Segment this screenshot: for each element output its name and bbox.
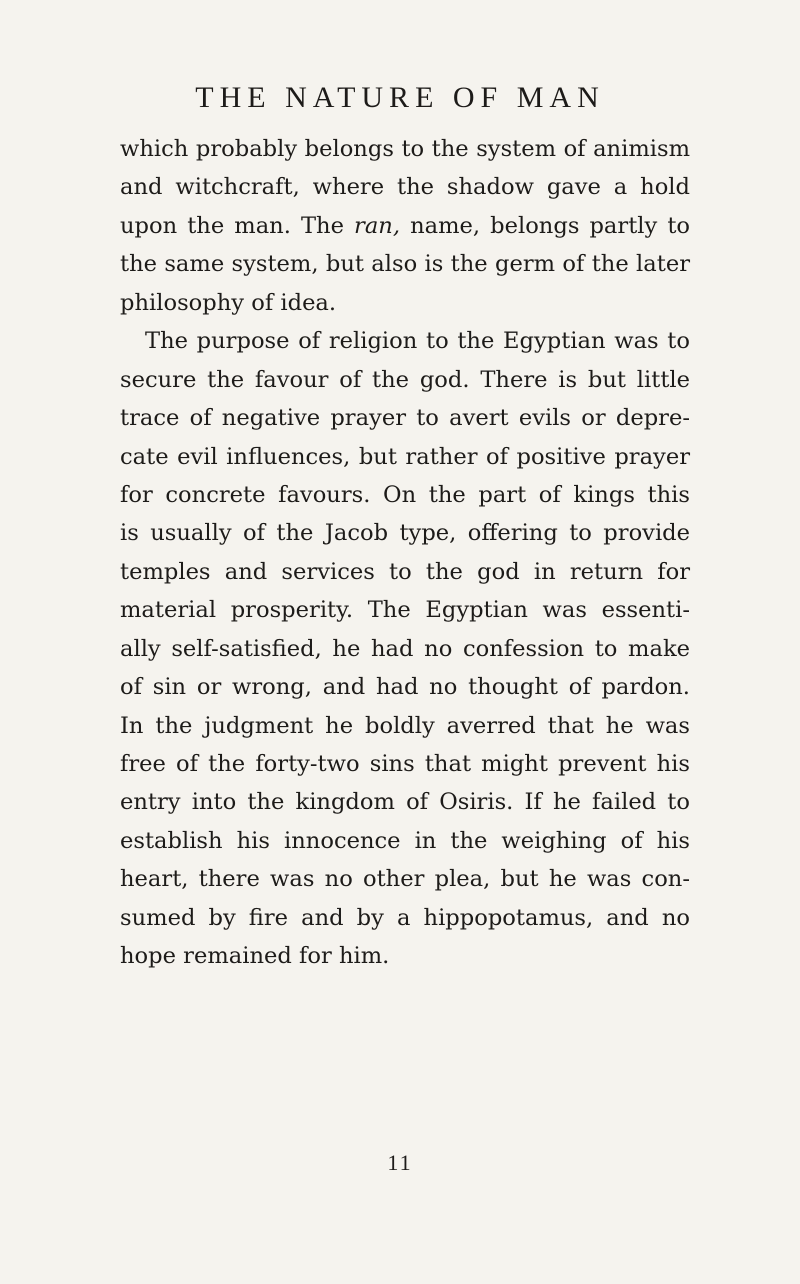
text-line: sumed by fire and by a hippopotamus, and no (120, 904, 690, 931)
text-line: which probably belongs to the system of animism (120, 136, 690, 162)
text-line: ally self-satisfied, he had no confession to make (120, 635, 690, 662)
text-line: of sin or wrong, and had no thought of pardon. (120, 674, 690, 701)
text-line: temples and services to the god in return for (120, 558, 690, 585)
text-span: name, belongs partly to (400, 212, 690, 239)
text-line: entry into the kingdom of Osiris. If he failed to (120, 789, 690, 816)
text-span: upon the man. The (120, 212, 355, 239)
text-line: secure the favour of the god. There is but little (120, 366, 690, 393)
text-line: free of the forty-two sins that might prevent his (120, 751, 690, 777)
text-line: philosophy of idea. (120, 289, 337, 316)
page-number: 11 (387, 1150, 413, 1175)
text-line: establish his innocence in the weighing of his (120, 827, 690, 854)
paragraph-first-line: The purpose of religion to the Egyptian was to (145, 328, 690, 355)
text-line: In the judgment he boldly averred that he was (120, 712, 690, 739)
text-line: is usually of the Jacob type, offering to provide (120, 520, 690, 547)
text-line: material prosperity. The Egyptian was essenti- (120, 597, 690, 624)
italic-word: ran, (354, 212, 401, 239)
body-text (120, 130, 690, 976)
text-line: cate evil influences, but rather of positive prayer (120, 443, 690, 470)
text-line: trace of negative prayer to avert evils or depre- (120, 405, 690, 432)
running-head: THE NATURE OF MAN (195, 81, 605, 114)
text-line (120, 207, 690, 245)
text-line: heart, there was no other plea, but he was con- (120, 866, 690, 893)
text-line: hope remained for him. (120, 943, 390, 970)
text-line: and witchcraft, where the shadow gave a hold (120, 174, 690, 201)
text-line: the same system, but also is the germ of the later (120, 251, 690, 278)
text-line: for concrete favours. On the part of kings this (120, 481, 690, 508)
